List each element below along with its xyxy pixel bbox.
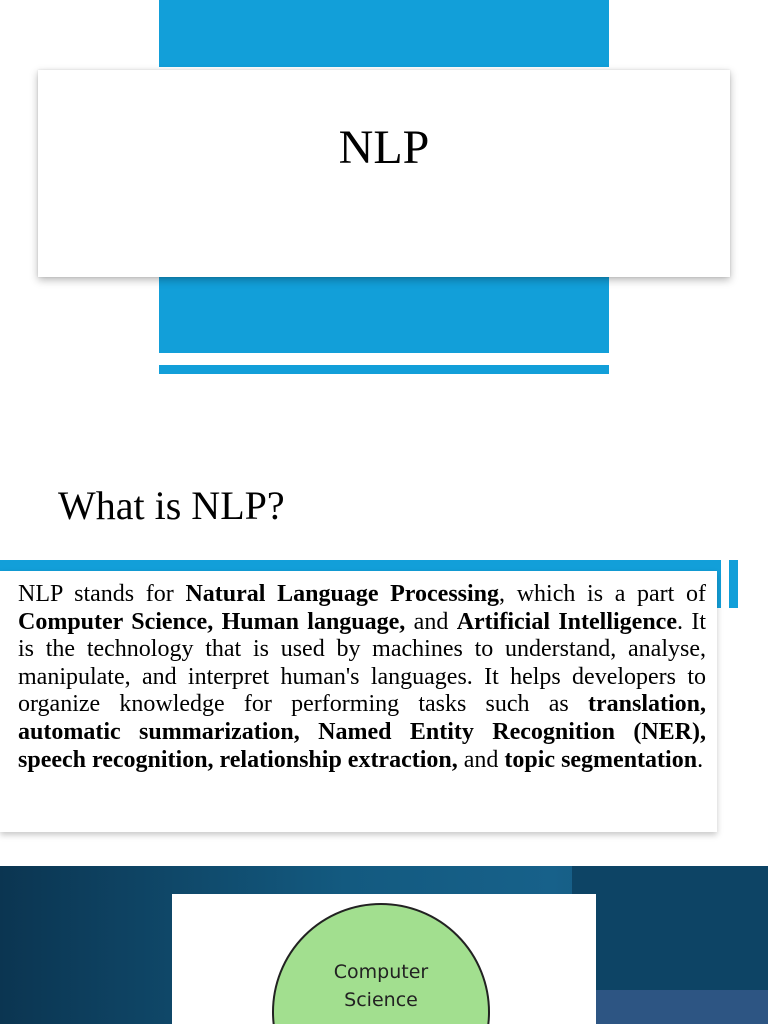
slide1-top-accent-bar [159, 0, 609, 67]
body-bold-segment: Artificial Intelligence [456, 608, 677, 635]
slide2-accent-mark [729, 560, 738, 608]
body-bold-segment: topic segmentation [504, 746, 698, 773]
circle-label-line: Computer [333, 961, 429, 983]
body-text-segment: and [405, 608, 457, 635]
slide1-title: NLP [338, 121, 430, 174]
body-text-segment: NLP stands for [18, 581, 186, 607]
computer-science-label [272, 958, 490, 1014]
slide3-corner-panel [572, 990, 768, 1024]
slide1-accent-stripe [159, 365, 609, 374]
body-bold-segment: Computer Science, Human language, [18, 608, 406, 635]
body-text-segment: . [697, 746, 704, 773]
slide2-body-box [0, 571, 717, 832]
slide2-heading: What is NLP? [58, 483, 285, 528]
body-bold-segment: translation, automatic summarization, Named Entity Recognition (NER), speech recognition, relationship extraction, [18, 691, 706, 773]
slide3-diagram-box [172, 894, 596, 1024]
slide2-accent-bar [0, 560, 720, 571]
body-text-segment: . It is the technology that is used by machines to understand, analyse, manipulate, and interpret human's languages. It helps developers to organize knowledge for performing tasks such as [18, 608, 707, 718]
circle-label-line: Science [344, 989, 418, 1011]
slide3-background [0, 866, 768, 1024]
slide2-body-text [18, 581, 706, 774]
body-text-segment: , which is a part of [499, 581, 707, 607]
slide1-bottom-accent-bar [159, 277, 609, 353]
body-text-segment: and [457, 746, 505, 773]
body-bold-segment: Natural Language Processing [185, 581, 500, 607]
